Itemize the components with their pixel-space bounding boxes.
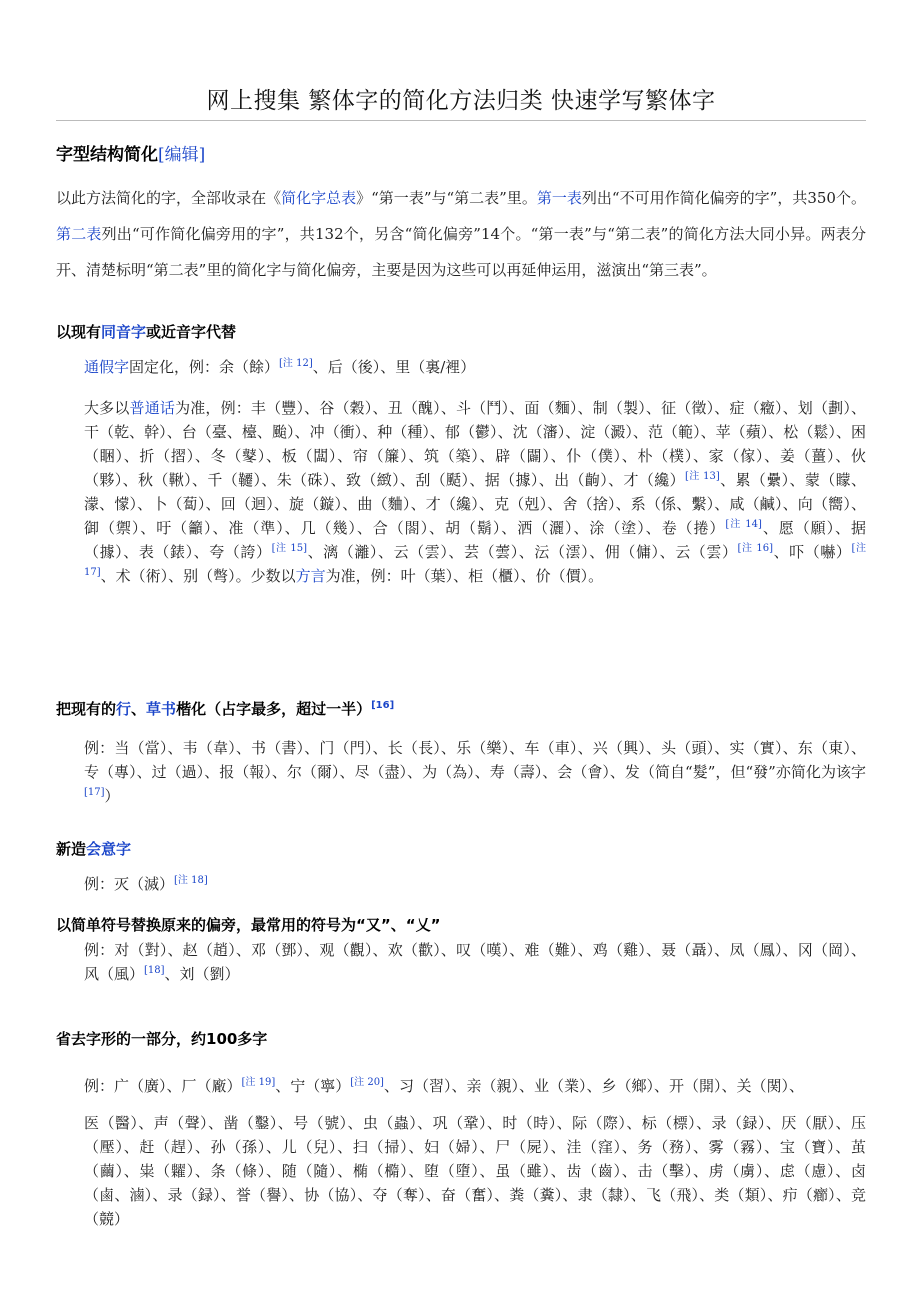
s1-p2-text-a: 大多以 xyxy=(84,399,130,417)
footnote-ref[interactable]: [注 12] xyxy=(279,358,313,369)
intro-paragraph xyxy=(56,180,866,288)
s5-p-text-b: 、宁（寧） xyxy=(275,1077,351,1095)
subheading-symbol: 以简单符号替换原来的偏旁，最常用的符号为“又”、“乂” xyxy=(56,916,441,934)
link-homophone[interactable]: 同音字 xyxy=(101,323,147,341)
link-caoshu[interactable]: 草书 xyxy=(146,700,177,718)
link-dialect[interactable]: 方言 xyxy=(295,567,326,585)
s1-p2-text-g: 、术（術）、别（彆）。少数以 xyxy=(100,567,296,585)
intro-text-3: 列出“不可用作简化偏旁的字”，共350个。 xyxy=(581,189,866,207)
link-putonghua[interactable]: 普通话 xyxy=(129,399,176,417)
s1-p1-text-b: 、后（後）、里（裏/裡） xyxy=(312,358,476,376)
link-second-table[interactable]: 第二表 xyxy=(56,225,102,243)
link-xingshu[interactable]: 行 xyxy=(116,700,132,718)
subheading-huiyi xyxy=(56,838,866,859)
s2-heading-post: 楷化（占字最多，超过一半） xyxy=(176,700,372,718)
link-huiyizi[interactable]: 会意字 xyxy=(86,840,132,858)
s1-p1-text-a: 固定化，例：余（餘） xyxy=(129,358,280,376)
s1-heading-pre: 以现有 xyxy=(56,323,102,341)
footnote-ref[interactable]: [注 16] xyxy=(737,543,773,554)
footnote-ref[interactable]: [18] xyxy=(144,965,165,976)
intro-text-4: 列出“可作简化偏旁用的字”，共132个，另含“简化偏旁”14个。“第一表”与“第二表”的简化方法大同小异。两表分开、清楚标明“第二表”里的简化字与简化偏旁，主要是因为这些可以再延伸运用，滋演出“第三表”。 xyxy=(56,225,866,279)
footnote-ref[interactable]: [注 19] xyxy=(241,1077,276,1088)
link-first-table[interactable]: 第一表 xyxy=(536,189,582,207)
footnote-ref[interactable]: [注 13] xyxy=(684,471,720,482)
subheading-omit: 省去字形的一部分，约100多字 xyxy=(56,1030,268,1048)
s1-p2-text-d: 、愿（願）、据（據）、表（錶）、夸（誇） xyxy=(84,519,866,561)
subheading-homophone xyxy=(56,321,866,342)
s1-p2-text-e: 、漓（灕）、云（雲）、芸（蕓）、沄（澐）、佣（傭）、云（雲） xyxy=(307,543,738,561)
s1-paragraph-2 xyxy=(84,396,866,588)
title-divider xyxy=(56,120,866,121)
s5-paragraph-1 xyxy=(84,1068,866,1104)
s2-p-text-a: 例：当（當）、韦（韋）、书（書）、门（門）、长（長）、乐（樂）、车（車）、兴（興）、头（頭）、实（實）、东（東）、专（專）、过（過）、报（報）、尔（爾）、尽（盡）、为（為）、寿（壽）、会（會）、发（简自“髮”，但“發”亦简化为该字 xyxy=(84,739,866,781)
section-heading-text: 字型结构简化 xyxy=(56,145,158,165)
s4-p-text-a: 例：对（對）、赵（趙）、邓（鄧）、观（觀）、欢（歡）、叹（嘆）、难（難）、鸡（雞）、聂（聶）、凤（鳳）、冈（岡）、风（風） xyxy=(84,941,866,983)
footnote-ref[interactable]: [16] xyxy=(371,700,395,711)
footnote-ref[interactable]: [注 14] xyxy=(725,519,762,530)
s3-p-text-a: 例：灭（滅） xyxy=(84,875,175,893)
footnote-ref[interactable]: [注 20] xyxy=(350,1077,384,1088)
section-heading xyxy=(56,140,866,165)
s1-p2-text-c: 、累（纍）、蒙（矇、濛、懞）、卜（蔔）、回（迴）、旋（鏇）、曲（麯）、才（纔）、克（剋）、舍（捨）、系（係、繫）、咸（鹹）、向（嚮）、御（禦）、吁（籲）、准（準）、几（幾）、合（閤）、胡（鬍）、洒（灑）、涂（塗）、卷（捲） xyxy=(84,471,866,537)
footnote-ref[interactable]: [注 15] xyxy=(271,543,308,554)
subheading-cursive xyxy=(56,698,866,719)
s1-paragraph-1 xyxy=(84,349,866,385)
link-simplified-table[interactable]: 简化字总表 xyxy=(281,189,357,207)
page-title: 网上搜集 繁体字的简化方法归类 快速学写繁体字 xyxy=(206,88,716,114)
s2-heading-pre: 把现有的 xyxy=(56,700,117,718)
s2-paragraph xyxy=(84,736,866,808)
s1-p2-text-f: 、吓（嚇） xyxy=(772,543,852,561)
s3-paragraph xyxy=(84,866,866,902)
s5-paragraph-2: 医（醫）、声（聲）、凿（鑿）、号（號）、虫（蟲）、巩（鞏）、时（時）、际（際）、标（標）、录（録）、厌（厭）、压（壓）、赶（趕）、孙（孫）、儿（兒）、扫（掃）、妇（婦）、尸（屍）、洼（窪）、务（務）、雾（霧）、宝（寶）、茧（繭）、粜（糶）、条（條）、随（隨）、椭（橢）、堕（墮）、虽（雖）、齿（齒）、击（擊）、虏（虜）、虑（慮）、卤（鹵、滷）、录（録）、誉（譽）、协（協）、夺（奪）、奋（奮）、粪（糞）、隶（隸）、飞（飛）、类（類）、疖（癤）、竞（競） xyxy=(84,1114,866,1228)
s5-p-text-c: 、习（習）、亲（親）、业（業）、乡（鄉）、开（開）、关（関）、 xyxy=(383,1077,804,1095)
s2-heading-sep: 、 xyxy=(131,700,147,718)
edit-link[interactable]: 编辑 xyxy=(164,145,199,165)
s1-heading-post: 或近音字代替 xyxy=(146,323,237,341)
intro-text-2: 》“第一表”与“第二表”里。 xyxy=(356,189,537,207)
s5-p-text-a: 例：广（廣）、厂（廠） xyxy=(84,1077,242,1095)
edit-bracket-open: [ xyxy=(158,145,165,165)
s1-p2-text-b: 为准，例：丰（豐）、谷（穀）、丑（醜）、斗（鬥）、面（麵）、制（製）、征（徵）、症（癥）、划（劃）、干（乾、幹）、台（臺、檯、颱）、冲（衝）、种（種）、郁（鬱）、沈（瀋）、淀（澱）、范（範）、苹（蘋）、松（鬆）、困（睏）、折（摺）、冬（鼕）、板（闆）、帘（簾）、筑（築）、辟（闢）、仆（僕）、朴（樸）、家（傢）、姜（薑）、伙（夥）、秋（鞦）、千（韆）、朱（硃）、致（緻）、刮（颳）、据（據）、出（齣）、才（纔） xyxy=(84,399,866,489)
footnote-ref[interactable]: [17] xyxy=(84,787,105,798)
s1-p2-text-h: 为准，例：叶（葉）、柜（櫃）、价（價）。 xyxy=(325,567,604,585)
footnote-ref[interactable]: [注 17] xyxy=(84,543,866,578)
s3-heading-pre: 新造 xyxy=(56,840,87,858)
footnote-ref[interactable]: [注 18] xyxy=(174,875,208,886)
s4-p-text-b: 、刘（劉） xyxy=(164,965,240,983)
s2-p-text-b: ） xyxy=(104,787,120,805)
edit-bracket-close: ] xyxy=(198,145,206,165)
intro-text-1: 以此方法简化的字，全部收录在《 xyxy=(56,189,282,207)
link-tongjiazi[interactable]: 通假字 xyxy=(84,358,130,376)
s4-paragraph xyxy=(84,938,866,986)
